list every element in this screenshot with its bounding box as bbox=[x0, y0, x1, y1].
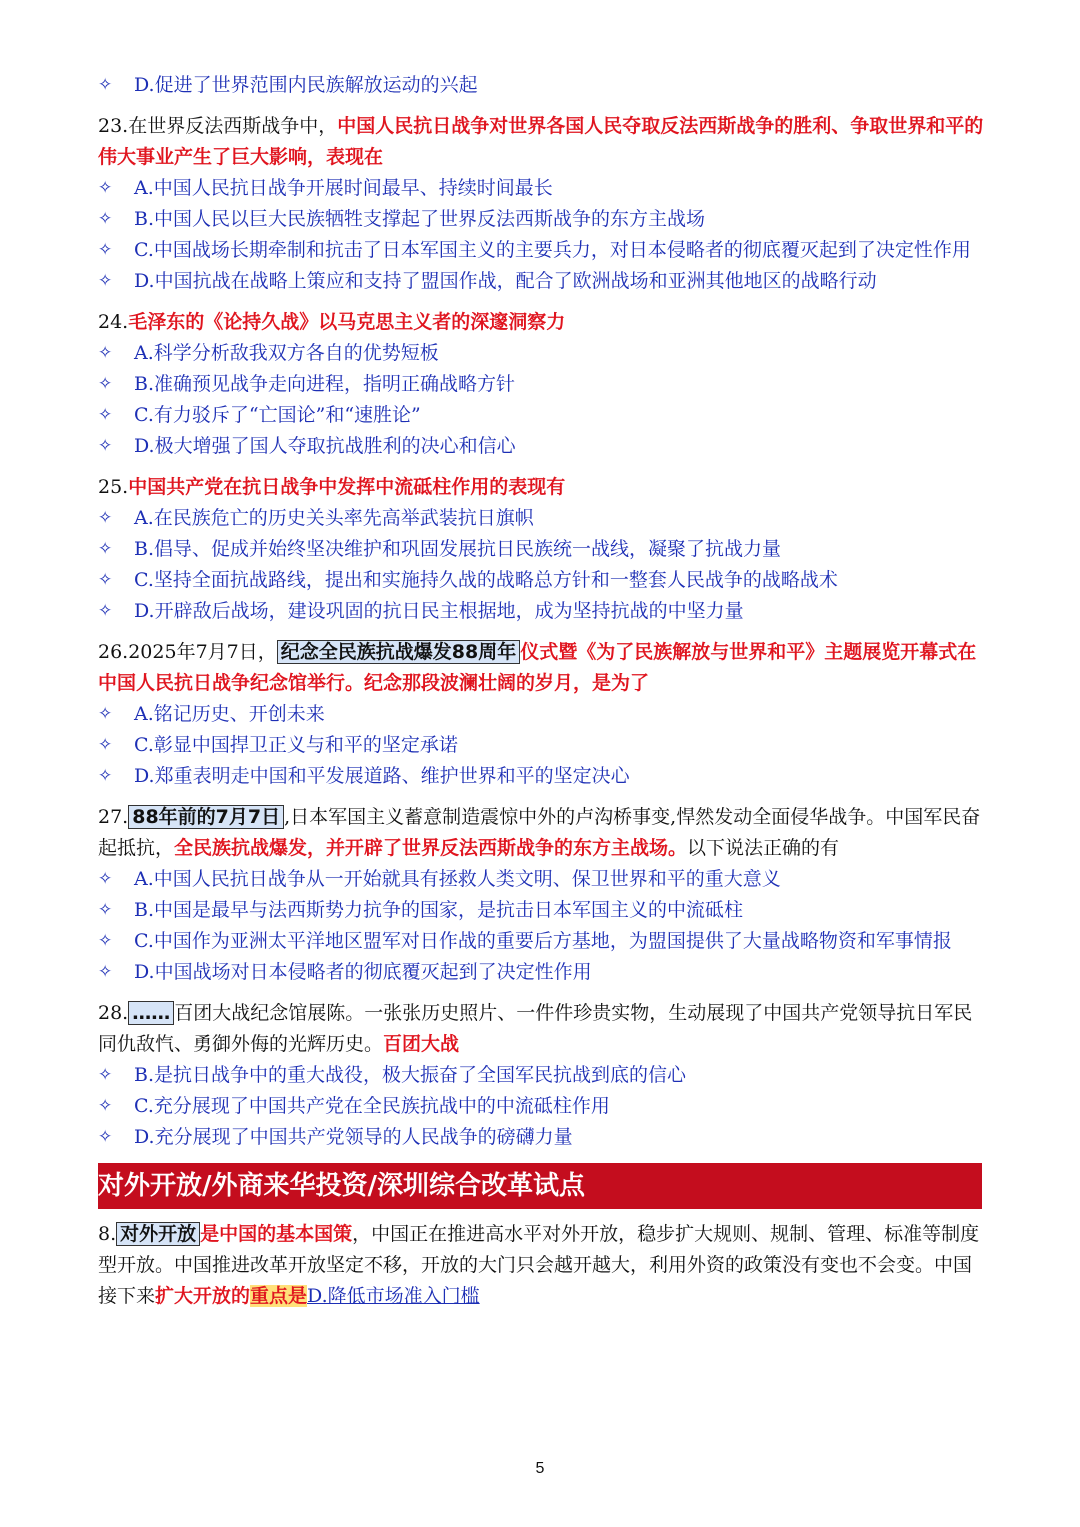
question-stem bbox=[98, 637, 984, 699]
option-item bbox=[98, 596, 984, 627]
diamond-bullet-icon: ✧ bbox=[98, 962, 113, 982]
option-text: C.有力驳斥了“亡国论”和“速胜论” bbox=[134, 404, 421, 426]
option-item bbox=[98, 699, 984, 730]
question-number: 28. bbox=[98, 1002, 129, 1024]
diamond-bullet-icon: ✧ bbox=[98, 539, 113, 559]
option-item bbox=[98, 400, 984, 431]
option-text: B.准确预见战争走向进程，指明正确战略方针 bbox=[134, 373, 516, 395]
option-item bbox=[98, 369, 984, 400]
diamond-bullet-icon: ✧ bbox=[98, 75, 113, 95]
option-text: D.充分展现了中国共产党领导的人民战争的磅礴力量 bbox=[134, 1126, 573, 1148]
question-stem bbox=[98, 111, 984, 173]
diamond-bullet-icon: ✧ bbox=[98, 178, 113, 198]
question-stem bbox=[98, 307, 984, 338]
question-26 bbox=[98, 637, 984, 792]
option-text: D.郑重表明走中国和平发展道路、维护世界和平的坚定决心 bbox=[134, 765, 630, 787]
option-text: D.中国战场对日本侵略者的彻底覆灭起到了决定性作用 bbox=[134, 961, 592, 983]
diamond-bullet-icon: ✧ bbox=[98, 900, 113, 920]
option-text: D.中国抗战在战略上策应和支持了盟国作战，配合了欧洲战场和亚洲其他地区的战略行动 bbox=[134, 270, 877, 292]
diamond-bullet-icon: ✧ bbox=[98, 735, 113, 755]
option-item bbox=[98, 1091, 984, 1122]
stem-boxed-keyword: 88年前的7月7日 bbox=[128, 805, 284, 829]
stem-plain-tail: 以下说法正确的有 bbox=[687, 837, 840, 859]
option-item bbox=[98, 1060, 984, 1091]
diamond-bullet-icon: ✧ bbox=[98, 343, 113, 363]
diamond-bullet-icon: ✧ bbox=[98, 704, 113, 724]
option-item bbox=[98, 534, 984, 565]
diamond-bullet-icon: ✧ bbox=[98, 570, 113, 590]
option-text: B.倡导、促成并始终坚决维护和巩固发展抗日民族统一战线，凝聚了抗战力量 bbox=[134, 538, 782, 560]
option-text: B.中国是最早与法西斯势力抗争的国家，是抗击日本军国主义的中流砥柱 bbox=[134, 899, 744, 921]
option-item bbox=[98, 926, 984, 957]
question-number: 8. bbox=[98, 1223, 117, 1245]
option-text: C.中国战场长期牵制和抗击了日本军国主义的主要兵力，对日本侵略者的彻底覆灭起到了决定性作用 bbox=[134, 239, 971, 261]
option-item bbox=[98, 204, 984, 235]
option-item bbox=[98, 565, 984, 596]
question-number: 23. bbox=[98, 115, 129, 137]
option-item bbox=[98, 730, 984, 761]
diamond-bullet-icon: ✧ bbox=[98, 240, 113, 260]
diamond-bullet-icon: ✧ bbox=[98, 931, 113, 951]
option-item bbox=[98, 864, 984, 895]
diamond-bullet-icon: ✧ bbox=[98, 1096, 113, 1116]
stem-emphasis: 毛泽东的《论持久战》以马克思主义者的深邃洞察力 bbox=[128, 311, 566, 333]
stem-emphasis: 百团大战 bbox=[383, 1033, 460, 1055]
stem-emphasis: 是中国的基本国策 bbox=[200, 1223, 353, 1245]
stem-plain: ，中国正在推进高水平对外开放，稳步扩大规则、规制、管理、标准等制度型开放。中国推进改革开放坚定不移，开放的大门只会越开越大，利用外资的政策没有变也不会变。中国接下来 bbox=[98, 1223, 980, 1307]
question-number: 24. bbox=[98, 311, 129, 333]
stem-emphasis-2: 扩大开放的 bbox=[155, 1285, 251, 1307]
option-text: D.开辟敌后战场，建设巩固的抗日民主根据地，成为坚持抗战的中坚力量 bbox=[134, 600, 744, 622]
option-item bbox=[98, 338, 984, 369]
diamond-bullet-icon: ✧ bbox=[98, 405, 113, 425]
option-text: A.科学分析敌我双方各自的优势短板 bbox=[134, 342, 439, 364]
option-item bbox=[98, 431, 984, 462]
question-number: 26. bbox=[98, 641, 129, 663]
option-item bbox=[98, 503, 984, 534]
diamond-bullet-icon: ✧ bbox=[98, 374, 113, 394]
option-text: D.促进了世界范围内民族解放运动的兴起 bbox=[134, 74, 478, 96]
stem-emphasis: 全民族抗战爆发，并开辟了世界反法西斯战争的东方主战场。 bbox=[174, 837, 688, 859]
option-text: A.中国人民抗日战争从一开始就具有拯救人类文明、保卫世界和平的重大意义 bbox=[134, 868, 781, 890]
option-text: B.中国人民以巨大民族牺牲支撑起了世界反法西斯战争的东方主战场 bbox=[134, 208, 706, 230]
stem-emphasis: 仪式暨《为了民族解放与世界和平》主题展览开幕式在中国人民抗日战争纪念馆举行。纪念那段波澜壮阔的岁月，是为了 bbox=[98, 641, 977, 694]
stem-plain: 百团大战纪念馆展陈。一张张历史照片、一件件珍贵实物，生动展现了中国共产党领导抗日军民同仇敌忾、勇御外侮的光辉历史。 bbox=[98, 1002, 973, 1055]
diamond-bullet-icon: ✧ bbox=[98, 1065, 113, 1085]
option-text: D.极大增强了国人夺取抗战胜利的决心和信心 bbox=[134, 435, 516, 457]
stem-boxed-keyword: …… bbox=[128, 1001, 174, 1025]
question-23 bbox=[98, 111, 984, 297]
section-question-8 bbox=[98, 1219, 984, 1312]
option-text: A.在民族危亡的历史关头率先高举武装抗日旗帜 bbox=[134, 507, 534, 529]
stem-boxed-keyword: 纪念全民族抗战爆发88周年 bbox=[277, 640, 520, 664]
option-item bbox=[98, 1122, 984, 1153]
question-24 bbox=[98, 307, 984, 462]
option-item bbox=[98, 70, 984, 101]
diamond-bullet-icon: ✧ bbox=[98, 601, 113, 621]
question-stem bbox=[98, 802, 984, 864]
option-text: A.中国人民抗日战争开展时间最早、持续时间最长 bbox=[134, 177, 553, 199]
stem-emphasis: 中国共产党在抗日战争中发挥中流砥柱作用的表现有 bbox=[128, 476, 566, 498]
question-number: 27. bbox=[98, 806, 129, 828]
section-banner: 对外开放/外商来华投资/深圳综合改革试点 bbox=[98, 1163, 982, 1209]
question-stem bbox=[98, 1219, 984, 1312]
option-text: B.是抗日战争中的重大战役，极大振奋了全国军民抗战到底的信心 bbox=[134, 1064, 687, 1086]
page-number: 5 bbox=[535, 1460, 545, 1477]
stem-boxed-keyword: 对外开放 bbox=[116, 1222, 200, 1246]
option-item bbox=[98, 266, 984, 297]
stem-plain: 2025年7月7日， bbox=[128, 641, 277, 663]
question-stem bbox=[98, 472, 984, 503]
diamond-bullet-icon: ✧ bbox=[98, 271, 113, 291]
question-22-tail bbox=[98, 70, 984, 101]
stem-highlight: 重点是 bbox=[250, 1285, 308, 1307]
stem-emphasis: 中国人民抗日战争对世界各国人民夺取反法西斯战争的胜利、争取世界和平的伟大事业产生了巨大影响，表现在 bbox=[98, 115, 984, 168]
diamond-bullet-icon: ✧ bbox=[98, 869, 113, 889]
stem-plain: 在世界反法西斯战争中， bbox=[128, 115, 338, 137]
option-item bbox=[98, 895, 984, 926]
question-25 bbox=[98, 472, 984, 627]
option-item bbox=[98, 957, 984, 988]
question-number: 25. bbox=[98, 476, 129, 498]
diamond-bullet-icon: ✧ bbox=[98, 436, 113, 456]
option-item bbox=[98, 173, 984, 204]
option-item bbox=[98, 761, 984, 792]
diamond-bullet-icon: ✧ bbox=[98, 766, 113, 786]
stem-plain: ,日本军国主义蓄意制造震惊中外的卢沟桥事变,悍然发动全面侵华战争。中国军民奋起抵抗， bbox=[98, 806, 981, 859]
option-text: C.充分展现了中国共产党在全民族抗战中的中流砥柱作用 bbox=[134, 1095, 610, 1117]
question-stem bbox=[98, 998, 984, 1060]
document-page bbox=[98, 70, 984, 1312]
option-item bbox=[98, 235, 984, 266]
diamond-bullet-icon: ✧ bbox=[98, 209, 113, 229]
option-text: A.铭记历史、开创未来 bbox=[134, 703, 325, 725]
diamond-bullet-icon: ✧ bbox=[98, 508, 113, 528]
question-28 bbox=[98, 998, 984, 1153]
option-text: C.坚持全面抗战路线，提出和实施持久战的战略总方针和一整套人民战争的战略战术 bbox=[134, 569, 838, 591]
answer-link[interactable]: D.降低市场准入门槛 bbox=[307, 1285, 480, 1307]
option-text: C.彰显中国捍卫正义与和平的坚定承诺 bbox=[134, 734, 458, 756]
diamond-bullet-icon: ✧ bbox=[98, 1127, 113, 1147]
question-27 bbox=[98, 802, 984, 988]
option-text: C.中国作为亚洲太平洋地区盟军对日作战的重要后方基地，为盟国提供了大量战略物资和军事情报 bbox=[134, 930, 952, 952]
